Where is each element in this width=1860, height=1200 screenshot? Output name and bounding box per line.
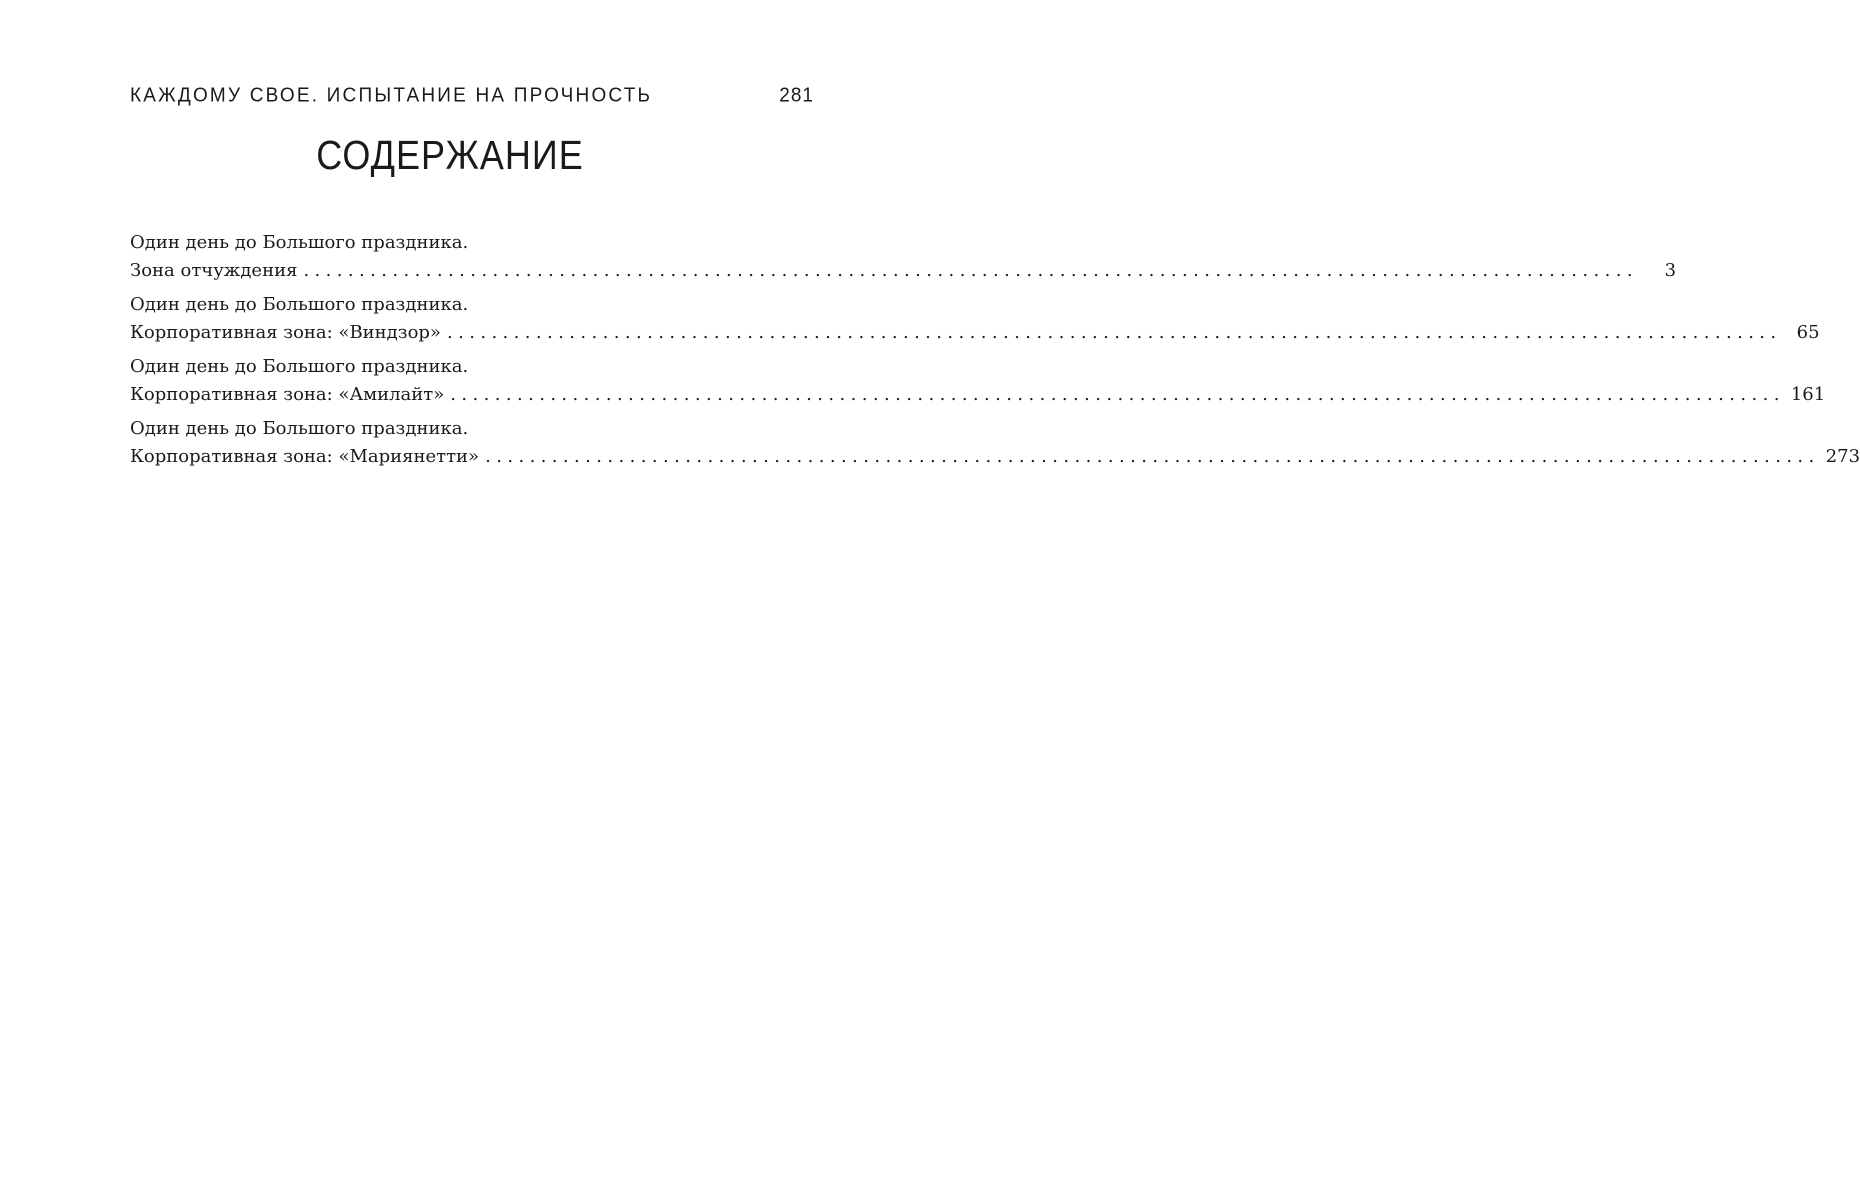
toc-entry-title-line1: Один день до Большого праздника. xyxy=(130,294,469,315)
page-number: 281 xyxy=(779,84,814,107)
table-of-contents xyxy=(130,229,1860,477)
dot-leader: ........................................................................................................................ xyxy=(303,260,1639,281)
toc-entry-page: 273 xyxy=(1825,446,1860,467)
toc-entry-title-line2: Корпоративная зона: «Амилайт» xyxy=(130,384,445,405)
toc-entry-title-line2: Корпоративная зона: «Мариянетти» xyxy=(130,446,480,467)
toc-heading: СОДЕРЖАНИЕ xyxy=(316,132,584,178)
toc-entry-title-line1: Один день до Большого праздника. xyxy=(130,418,469,439)
toc-entry-page: 65 xyxy=(1796,322,1820,343)
toc-entry-title-line2: Корпоративная зона: «Виндзор» xyxy=(130,322,441,343)
toc-entry-page: 3 xyxy=(1664,260,1677,281)
toc-entry[interactable] xyxy=(130,353,1826,409)
toc-entry[interactable] xyxy=(130,415,1860,471)
toc-entry-title-line1: Один день до Большого праздника. xyxy=(130,232,469,253)
toc-entry[interactable] xyxy=(130,291,1820,347)
dot-leader: ........................................................................................................................ xyxy=(450,384,1785,405)
dot-leader: ........................................................................................................................ xyxy=(446,322,1782,343)
toc-entry-title-line1: Один день до Большого праздника. xyxy=(130,356,469,377)
toc-entry-title-line2: Зона отчуждения xyxy=(130,260,298,281)
running-header xyxy=(130,84,814,108)
toc-entry[interactable] xyxy=(130,229,1677,285)
dot-leader: ........................................................................................................................ xyxy=(485,446,1820,467)
toc-entry-page: 161 xyxy=(1790,384,1826,405)
book-title: КАЖДОМУ СВОЕ. ИСПЫТАНИЕ НА ПРОЧНОСТЬ xyxy=(130,84,653,107)
